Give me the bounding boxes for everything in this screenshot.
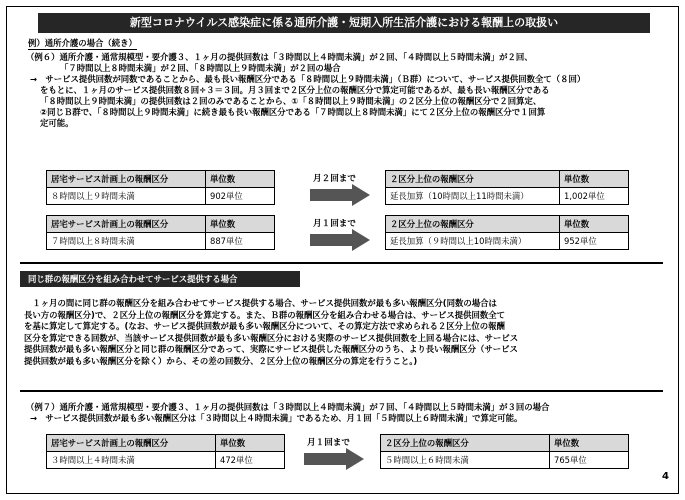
section2-heading: 同じ群の報酬区分を組み合わせてサービス提供する場合 — [20, 271, 300, 287]
unit-value: 887単位 — [206, 233, 275, 250]
col-unit-header: 単位数 — [560, 216, 629, 233]
plan-value: ３時間以上４時間未満 — [47, 452, 216, 469]
ex6-line4: をもとに、１ヶ月のサービス提供回数８回÷３＝３回。月３回まで２区分上位の報酬区分で算定可能であるが、最も長い報酬区分である — [40, 85, 550, 95]
para-line: 長い方の報酬区分)で、２区分上位の報酬区分を算定する。また、Ｂ群の報酬区分を組み合わせる場合は、サービス提供回数全て — [24, 309, 506, 320]
col-plan-header: 居宅サービス計画上の報酬区分 — [47, 216, 206, 233]
col-unit-header: 単位数 — [206, 171, 275, 188]
col-upper-header: ２区分上位の報酬区分 — [381, 435, 550, 452]
plan-value: ７時間以上８時間未満 — [47, 233, 206, 250]
para-line: １ヶ月の間に同じ群の報酬区分を組み合わせてサービス提供する場合、サービス提供回数が最も多い報酬区分(同数の場合は — [24, 298, 497, 308]
upper-unit-value: 765単位 — [550, 452, 629, 469]
unit-value: 472単位 — [216, 452, 285, 469]
divider — [20, 390, 663, 392]
ex6-table-plan-2 — [46, 215, 275, 250]
ex7-line1: （例７）通所介護・通常規模型・要介護３、１ヶ月の提供回数は「３時間以上４時間未満」が７回、「４時間以上５時間未満」が３回の場合 — [26, 402, 550, 412]
page-title: 新型コロナウイルス感染症に係る通所介護・短期入所生活介護における報酬上の取扱い — [38, 13, 650, 33]
arrow-label: 月１回まで — [307, 438, 350, 448]
ex6-line3: → サービス提供回数が同数であることから、最も長い報酬区分である「８時間以上９時間未満」（Ｂ群）について、サービス提供回数全て（８回） — [30, 74, 586, 84]
col-unit-header: 単位数 — [550, 435, 629, 452]
section2-paragraph — [24, 298, 664, 368]
ex6-line1: （例６）通所介護・通常規模型・要介護３、１ヶ月の提供回数は「３時間以上４時間未満」が２回、「４時間以上５時間未満」が２回、 — [26, 52, 533, 62]
ex6-table-upper-2 — [385, 215, 629, 250]
ex7-line2: → サービス提供回数が最も多い報酬区分は「３時間以上４時間未満」であるため、月１回「５時間以上６時間未満」で算定可能。 — [30, 413, 523, 423]
section1-heading: 例）通所介護の場合（続き） — [28, 38, 137, 48]
ex6-table-upper-1 — [385, 170, 629, 205]
col-plan-header: 居宅サービス計画上の報酬区分 — [47, 171, 206, 188]
unit-value: 902単位 — [206, 188, 275, 205]
col-upper-header: ２区分上位の報酬区分 — [386, 216, 560, 233]
para-line: 区分を算定できる回数が、当該サービス提供回数が最も多い報酬区分における実際のサービス提供回数を上回る場合には、サービス — [24, 332, 519, 343]
para-line: 提供回数が最も多い報酬区分を除く）から、その差の回数分、２区分上位の報酬区分の算定を行うこと。) — [24, 355, 418, 366]
upper-unit-value: 1,002単位 — [560, 188, 629, 205]
ex6-line5: 「８時間以上９時間未満」の提供回数は２回のみであることから、①「８時間以上９時間未満」の２区分上位の報酬区分で２回算定、 — [40, 96, 542, 106]
ex7-table-upper — [380, 434, 629, 469]
plan-value: ８時間以上９時間未満 — [47, 188, 206, 205]
upper-value: 延長加算（10時間以上11時間未満） — [386, 188, 560, 205]
col-unit-header: 単位数 — [560, 171, 629, 188]
col-unit-header: 単位数 — [206, 216, 275, 233]
upper-value: ５時間以上６時間未満 — [381, 452, 550, 469]
col-upper-header: ２区分上位の報酬区分 — [386, 171, 560, 188]
page-number: 4 — [662, 471, 669, 482]
ex6-line6: ②同じＢ群で、「８時間以上９時間未満」に続き最も長い報酬区分である「７時間以上８時間未満」にて２区分上位の報酬区分で１回算 — [40, 107, 546, 117]
arrow-right-icon — [310, 229, 370, 251]
ex6-line7: 定可能。 — [40, 118, 74, 128]
arrow-label: 月１回まで — [313, 219, 356, 229]
para-line: 提供回数が最も多い報酬区分と同じ群の報酬区分であって、実際にサービス提供した報酬区分のうち、より長い報酬区分（サービス — [24, 344, 518, 355]
col-unit-header: 単位数 — [216, 435, 285, 452]
arrow-right-icon — [304, 448, 364, 470]
divider — [20, 262, 663, 264]
upper-unit-value: 952単位 — [560, 233, 629, 250]
para-line: を基に算定して算定する。(なお、サービス提供回数が最も多い報酬区分について、その算定方法で求められる２区分上位の報酬 — [24, 321, 505, 332]
ex6-table-plan-1 — [46, 170, 275, 205]
ex7-table-plan — [46, 434, 285, 469]
ex6-line2: 「７時間以上８時間未満」が２回、「８時間以上９時間未満」が２回の場合 — [60, 63, 341, 73]
col-plan-header: 居宅サービス計画上の報酬区分 — [47, 435, 216, 452]
arrow-right-icon — [310, 184, 370, 206]
upper-value: 延長加算（９時間以上10時間未満） — [386, 233, 560, 250]
arrow-label: 月２回まで — [313, 174, 356, 184]
